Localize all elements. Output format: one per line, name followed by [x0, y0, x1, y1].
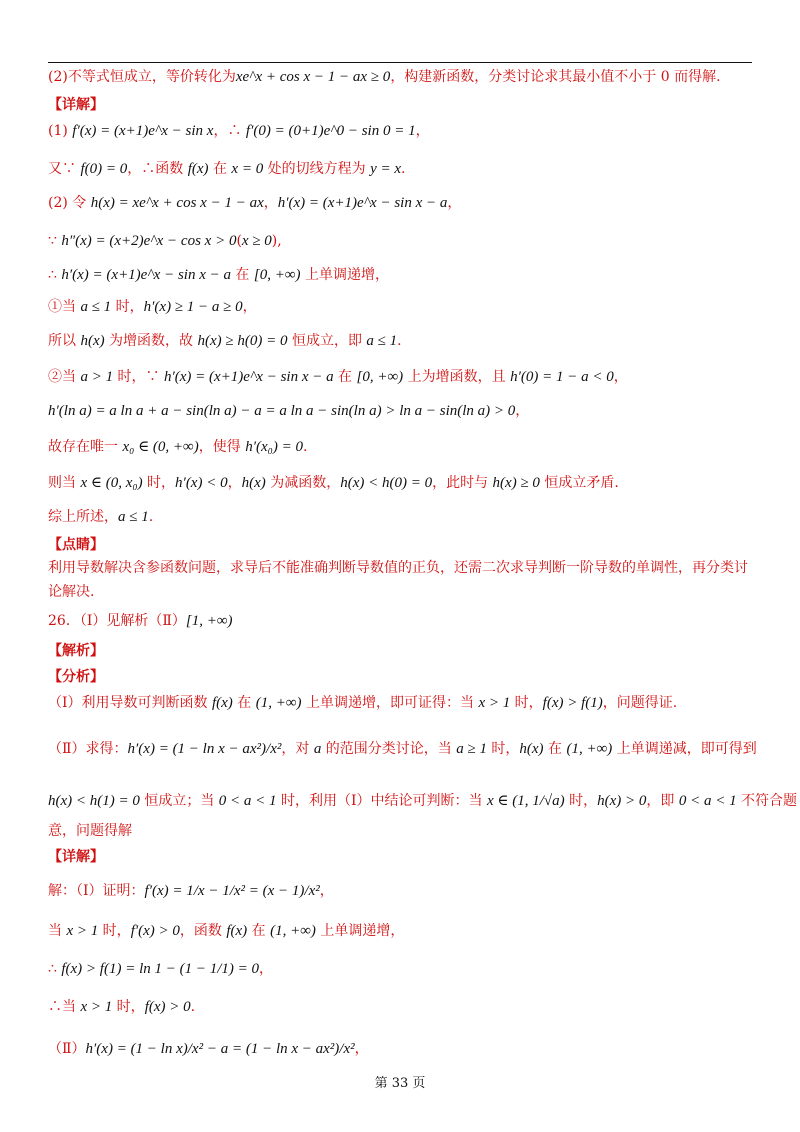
text-line-l25	[48, 882, 748, 900]
text-run: 在	[333, 369, 357, 385]
text-run: ，	[227, 475, 242, 491]
math-expression: a ≥ 1	[456, 741, 487, 757]
math-expression: h(x) ≥ h(0) = 0	[197, 333, 288, 349]
text-run: ∴当	[48, 999, 81, 1015]
text-run: 为增函数，故	[104, 333, 198, 349]
math-expression: h′(x₀) = 0	[245, 439, 303, 455]
text-run: ，	[319, 883, 334, 899]
math-expression: h(x) > 0	[597, 793, 647, 809]
math-expression: h(x)	[519, 741, 544, 757]
section-heading: 【点睛】	[48, 537, 104, 553]
text-line-l16	[48, 556, 748, 604]
text-run: 利用导数解决含参函数问题，求导后不能准确判断导数值的正负，还需二次求导判断一阶导数的单调性，再分类讨论解决.	[48, 560, 748, 600]
math-expression: a	[313, 741, 322, 757]
text-line-l20	[48, 694, 748, 712]
math-expression: f′(0) = (0+1)e^0 − sin 0 = 1	[245, 123, 416, 139]
text-line-l27	[48, 960, 748, 978]
text-run: ，函数	[179, 923, 227, 939]
text-line-l02	[48, 96, 748, 114]
math-expression: [0, +∞)	[253, 267, 301, 283]
text-line-l10	[48, 368, 748, 386]
page-number: 第 33 页	[374, 1076, 426, 1091]
text-run: 当	[48, 923, 67, 939]
text-run: 故存在唯一	[48, 439, 123, 455]
text-run: (	[236, 233, 242, 249]
math-expression: h(x)	[80, 333, 105, 349]
text-run: 在	[208, 161, 232, 177]
text-run: 在	[543, 741, 567, 757]
text-line-l28	[48, 998, 748, 1016]
math-expression: x > 1	[478, 695, 511, 711]
section-heading: 【详解】	[48, 849, 104, 865]
math-expression: h(x) ≥ 0	[492, 475, 540, 491]
text-line-l04	[48, 160, 748, 178]
text-line-l21	[48, 740, 757, 758]
text-run: 时，∵	[113, 369, 164, 385]
text-run: 在	[230, 267, 254, 283]
text-run: ，即	[646, 793, 679, 809]
math-expression: x > 1	[80, 999, 113, 1015]
math-expression: 0 < a < 1	[218, 793, 277, 809]
math-expression: [0, +∞)	[356, 369, 404, 385]
text-run: ，	[242, 299, 257, 315]
math-expression: h′(x) < 0	[175, 475, 228, 491]
text-line-l03	[48, 122, 748, 140]
text-line-l05	[48, 194, 748, 212]
text-line-l24	[48, 848, 748, 866]
text-run: 时，	[486, 741, 520, 757]
text-run: 时，	[112, 999, 145, 1015]
math-expression: h″(x) = (x+2)e^x − cos x > 0	[61, 233, 237, 249]
text-line-l13	[48, 474, 748, 492]
section-heading: 【分析】	[48, 669, 104, 685]
text-line-l14	[48, 508, 748, 526]
math-expression: a > 1	[80, 369, 114, 385]
text-run: 上单调递增，即可证得：当	[301, 695, 479, 711]
text-run: 在	[247, 923, 271, 939]
text-run: ),	[271, 233, 282, 249]
math-expression: h′(x) = (x+1)e^x − sin x − a	[163, 369, 334, 385]
math-expression: (1, +∞)	[255, 695, 302, 711]
text-line-l18	[48, 642, 748, 660]
text-line-l08	[48, 298, 748, 316]
text-run: 时，利用（Ⅰ）中结论可判断：当	[276, 793, 487, 809]
text-line-l22	[48, 792, 798, 810]
text-run: 上单调递增，	[315, 923, 405, 939]
text-run: ，对	[281, 741, 314, 757]
math-expression: f(0) = 0	[80, 161, 128, 177]
math-expression: h′(ln a) = a ln a + a − sin(ln a) − a = a ln a − sin(ln a) > ln a − sin(ln a) > 0	[48, 403, 516, 419]
text-run: 综上所述，	[48, 509, 118, 525]
text-run: ∴	[48, 961, 62, 977]
math-expression: x ≥ 0	[241, 233, 272, 249]
text-run: 处的切线方程为	[263, 161, 371, 177]
text-run: ，	[263, 195, 278, 211]
text-line-l29	[48, 1040, 748, 1058]
math-expression: h′(x) = (x+1)e^x − sin x − a	[277, 195, 448, 211]
text-run: 上为增函数，且	[403, 369, 511, 385]
text-line-l09	[48, 332, 748, 350]
text-run: (2)不等式恒成立，等价转化为	[48, 69, 236, 85]
math-expression: f(x)	[226, 923, 248, 939]
text-run: 时，	[142, 475, 176, 491]
text-run: 则当	[48, 475, 81, 491]
math-expression: x ∈ (0, x₀)	[80, 475, 143, 491]
text-run: 解：（Ⅰ）证明：	[48, 883, 145, 899]
text-line-l07	[48, 266, 748, 284]
text-run: .	[190, 999, 196, 1015]
math-expression: h′(0) = 1 − a < 0	[510, 369, 614, 385]
math-expression: x > 1	[66, 923, 99, 939]
text-run: （Ⅱ）	[48, 1041, 86, 1057]
text-run: .	[148, 509, 154, 525]
text-run: ，	[613, 369, 628, 385]
text-line-l06	[48, 232, 748, 250]
text-run: 时，	[111, 299, 144, 315]
text-line-l11	[48, 402, 748, 420]
math-expression: f(x) > f(1) = ln 1 − (1 − 1/1) = 0	[61, 961, 260, 977]
text-run: （Ⅰ）利用导数可判断函数	[48, 695, 212, 711]
math-expression: x ∈ (1, 1/√a)	[486, 793, 565, 809]
math-expression: x₀ ∈ (0, +∞)	[122, 439, 199, 455]
math-expression: y = x	[370, 161, 402, 177]
text-run: ②当	[48, 369, 81, 385]
text-run: ，	[447, 195, 462, 211]
math-expression: h′(x) = (x+1)e^x − sin x − a	[61, 267, 231, 283]
math-expression: h′(x) = (1 − ln x)/x² − a = (1 − ln x − ax²)/x²	[85, 1041, 355, 1057]
math-expression: h′(x) ≥ 1 − a ≥ 0	[143, 299, 243, 315]
math-expression: f′(x) > 0	[130, 923, 180, 939]
math-expression: h(x) < h(0) = 0	[340, 475, 433, 491]
text-run: 恒成立矛盾.	[539, 475, 619, 491]
text-run: ，构建新函数，分类讨论求其最小值不小于 0 而得解.	[390, 69, 721, 85]
math-expression: a ≤ 1	[366, 333, 398, 349]
text-line-l23	[48, 822, 748, 840]
text-run: 26．（Ⅰ）见解析（Ⅱ）	[48, 613, 186, 629]
math-expression: h(x) = xe^x + cos x − 1 − ax	[90, 195, 264, 211]
text-line-l19	[48, 668, 748, 686]
math-expression: f(x)	[187, 161, 209, 177]
text-run: 时，	[564, 793, 598, 809]
section-heading: 【解析】	[48, 643, 104, 659]
text-run: ，∴	[213, 123, 246, 139]
text-run: 时，	[510, 695, 543, 711]
text-run: 不符合题	[736, 793, 798, 809]
text-run: 恒成立，即	[287, 333, 367, 349]
math-expression: f(x) > 0	[144, 999, 191, 1015]
math-expression: f′(x) = (x+1)e^x − sin x	[72, 123, 214, 139]
math-expression: x = 0	[231, 161, 264, 177]
text-run: 时，	[98, 923, 131, 939]
math-expression: f(x) > f(1)	[542, 695, 603, 711]
text-run: ，使得	[198, 439, 246, 455]
text-run: ∴	[48, 267, 62, 283]
text-run: 的范围分类讨论，当	[321, 741, 457, 757]
text-run: ，此时与	[432, 475, 493, 491]
text-line-l17	[48, 612, 748, 630]
math-expression: [1, +∞)	[185, 613, 233, 629]
math-expression: a ≤ 1	[80, 299, 112, 315]
math-expression: h(x) < h(1) = 0	[48, 793, 140, 809]
text-run: (1)	[48, 123, 73, 139]
text-run: 恒成立；当	[139, 793, 219, 809]
text-line-l01	[48, 68, 748, 86]
math-expression: f′(x) = 1/x − 1/x² = (x − 1)/x²	[144, 883, 320, 899]
math-expression: a ≤ 1	[118, 509, 149, 525]
text-run: ，	[259, 961, 274, 977]
math-expression: xe^x + cos x − 1 − ax ≥ 0	[235, 69, 391, 85]
text-run: ，	[415, 123, 430, 139]
math-expression: f(x)	[211, 695, 233, 711]
math-expression: h′(x) = (1 − ln x − ax²)/x²	[127, 741, 282, 757]
text-line-l26	[48, 922, 748, 940]
text-run: .	[401, 161, 406, 177]
text-line-l12	[48, 438, 748, 456]
text-run: ，∴函数	[127, 161, 188, 177]
text-run: ∵	[48, 233, 62, 249]
text-run: 又∵	[48, 161, 81, 177]
text-run: （Ⅱ）求得：	[48, 741, 128, 757]
text-run: ，问题得证.	[602, 695, 678, 711]
text-run: ①当	[48, 299, 81, 315]
math-expression: h(x)	[241, 475, 266, 491]
text-run: (2) 令	[48, 195, 91, 211]
text-run: 为减函数，	[265, 475, 341, 491]
math-expression: 0 < a < 1	[678, 793, 737, 809]
text-run: ，	[515, 403, 530, 419]
text-run: 在	[232, 695, 256, 711]
text-run: 上单调递减，即可得到	[612, 741, 757, 757]
text-run: .	[397, 333, 402, 349]
text-run: .	[302, 439, 308, 455]
top-rule	[48, 62, 752, 63]
text-run: 所以	[48, 333, 81, 349]
section-heading: 【详解】	[48, 97, 104, 113]
text-run: 意，问题得解	[48, 823, 132, 839]
text-run: 上单调递增，	[300, 267, 389, 283]
math-expression: (1, +∞)	[270, 923, 316, 939]
math-expression: (1, +∞)	[566, 741, 613, 757]
text-line-l15	[48, 536, 748, 554]
text-run: ，	[354, 1041, 369, 1057]
